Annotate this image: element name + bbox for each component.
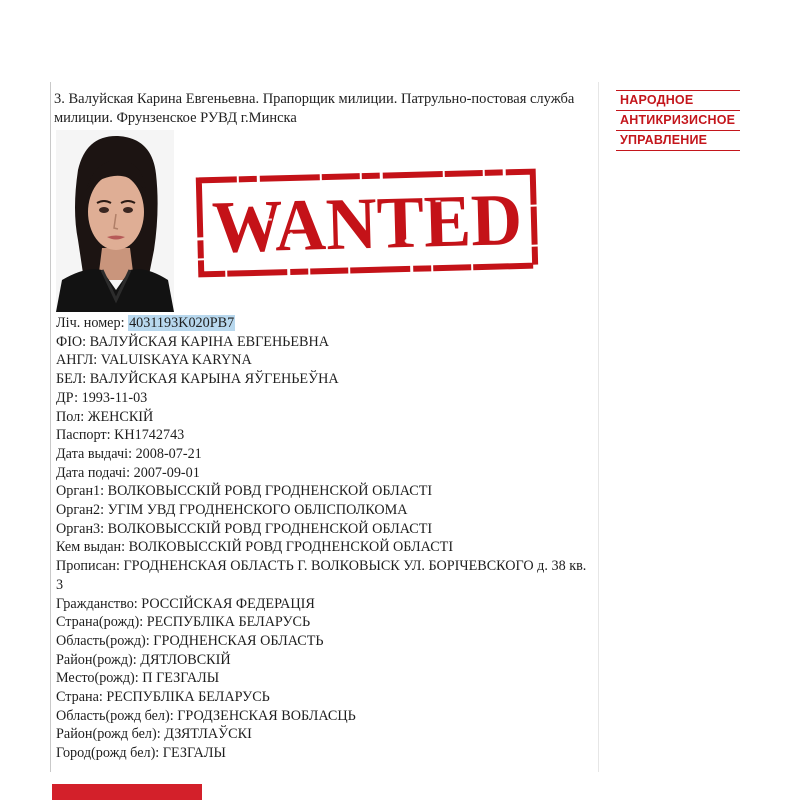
field-value: ВОЛКОВЫССКIЙ РОВД ГРОДНЕНСКОЙ ОБЛАСТI (107, 483, 433, 500)
data-field-row (56, 707, 596, 726)
field-value: П ГЕЗГАЛЫ (142, 670, 220, 687)
field-label: БЕЛ: (56, 371, 87, 388)
document-heading: 3. Валуйская Карина Евгеньевна. Прапорщик милиции. Патрульно-постовая служба милиции. Фрунзенское РУВД г.Минска (54, 91, 575, 126)
field-label: Область(рожд бел): (56, 707, 174, 724)
data-field-row (56, 389, 596, 408)
data-field-row (56, 314, 596, 333)
data-field-row (56, 669, 596, 688)
document-border (50, 82, 51, 772)
field-value: ВАЛУЙСКАЯ КАРЫНА ЯЎГЕНЬЕЎНА (89, 371, 339, 388)
data-field-row (56, 464, 596, 483)
data-field-row (56, 595, 596, 614)
field-value: 4031193K020PB7 (129, 315, 235, 331)
field-label: Кем выдан: (56, 539, 126, 556)
field-label: Область(рожд): (56, 632, 150, 649)
field-value: РОССIЙСКАЯ ФЕДЕРАЦIЯ (141, 595, 315, 612)
field-label: Орган3: (56, 520, 105, 537)
data-field-row (56, 351, 596, 370)
field-label: Место(рожд): (56, 670, 139, 687)
field-label: АНГЛ: (56, 352, 98, 369)
field-value: ЖЕНСКIЙ (87, 408, 154, 425)
field-label: Прописан: (56, 558, 120, 575)
data-field-row (56, 557, 596, 594)
data-field-row (56, 651, 596, 670)
field-value: ВОЛКОВЫССКIЙ РОВД ГРОДНЕНСКОЙ ОБЛАСТI (128, 539, 454, 556)
brand-line: УПРАВЛЕНИЕ (616, 130, 740, 151)
field-label: ДР: (56, 389, 79, 406)
field-value: УГIМ УВД ГРОДНЕНСКОГО ОБЛIСПОЛКОМА (107, 502, 408, 519)
wanted-stamp (195, 168, 540, 279)
personal-data-list (56, 314, 596, 763)
field-label: Пол: (56, 408, 85, 425)
field-label: Район(рожд бел): (56, 726, 161, 743)
wanted-stamp-text: WANTED (211, 178, 538, 270)
data-field-row (56, 725, 596, 744)
accent-bar (52, 784, 202, 800)
portrait-illustration (56, 130, 174, 312)
field-label: Паспорт: (56, 427, 111, 444)
field-label: Страна(рожд): (56, 614, 144, 631)
field-value: ВАЛУЙСКАЯ КАРIНА ЕВГЕНЬЕВНА (89, 333, 329, 350)
field-label: Орган2: (56, 502, 105, 519)
field-label: Дата выдачi: (56, 445, 133, 462)
data-field-row (56, 613, 596, 632)
field-label: Район(рожд): (56, 651, 137, 668)
field-value: 1993-11-03 (81, 389, 148, 406)
brand-logo (616, 90, 740, 151)
field-value: ГРОДЗЕНСКАЯ ВОБЛАСЦЬ (177, 707, 356, 724)
wanted-stamp-graphic (195, 168, 540, 279)
field-value: ГЕЗГАЛЫ (162, 745, 226, 762)
field-value: 2007-09-01 (133, 464, 200, 481)
data-field-row (56, 520, 596, 539)
data-field-row (56, 370, 596, 389)
data-field-row (56, 632, 596, 651)
field-label: Гражданство: (56, 595, 138, 612)
field-label: ФIО: (56, 333, 87, 350)
data-field-row (56, 408, 596, 427)
data-field-row (56, 333, 596, 352)
brand-line: НАРОДНОЕ (616, 90, 740, 110)
field-label: Дата подачi: (56, 464, 131, 481)
field-label: Город(рожд бел): (56, 745, 160, 762)
field-value: ВОЛКОВЫССКIЙ РОВД ГРОДНЕНСКОЙ ОБЛАСТI (107, 520, 433, 537)
field-value: ДЗЯТЛАЎСКI (164, 726, 252, 743)
field-value: VALUISKAYA KARYNA (100, 352, 252, 369)
data-field-row (56, 538, 596, 557)
field-value: ГРОДНЕНСКАЯ ОБЛАСТЬ Г. ВОЛКОВЫСК УЛ. БОРIЧЕВСКОГО д. 38 кв. 3 (56, 558, 587, 593)
brand-line: АНТИКРИЗИСНОЕ (616, 110, 740, 130)
field-value: 2008-07-21 (135, 445, 202, 462)
data-field-row (56, 501, 596, 520)
field-value: РЕСПУБЛIКА БЕЛАРУСЬ (106, 689, 270, 706)
field-value: KH1742743 (114, 427, 185, 444)
data-field-row (56, 482, 596, 501)
data-field-row (56, 688, 596, 707)
field-value: РЕСПУБЛIКА БЕЛАРУСЬ (146, 614, 311, 631)
data-field-row (56, 744, 596, 763)
data-field-row (56, 426, 596, 445)
field-value: ДЯТЛОВСКIЙ (140, 651, 231, 668)
field-label: Орган1: (56, 483, 105, 500)
field-label: Лiч. номер: (56, 315, 125, 331)
data-field-row (56, 445, 596, 464)
portrait-photo (56, 130, 174, 312)
field-label: Страна: (56, 689, 103, 706)
field-value: ГРОДНЕНСКАЯ ОБЛАСТЬ (153, 632, 324, 649)
